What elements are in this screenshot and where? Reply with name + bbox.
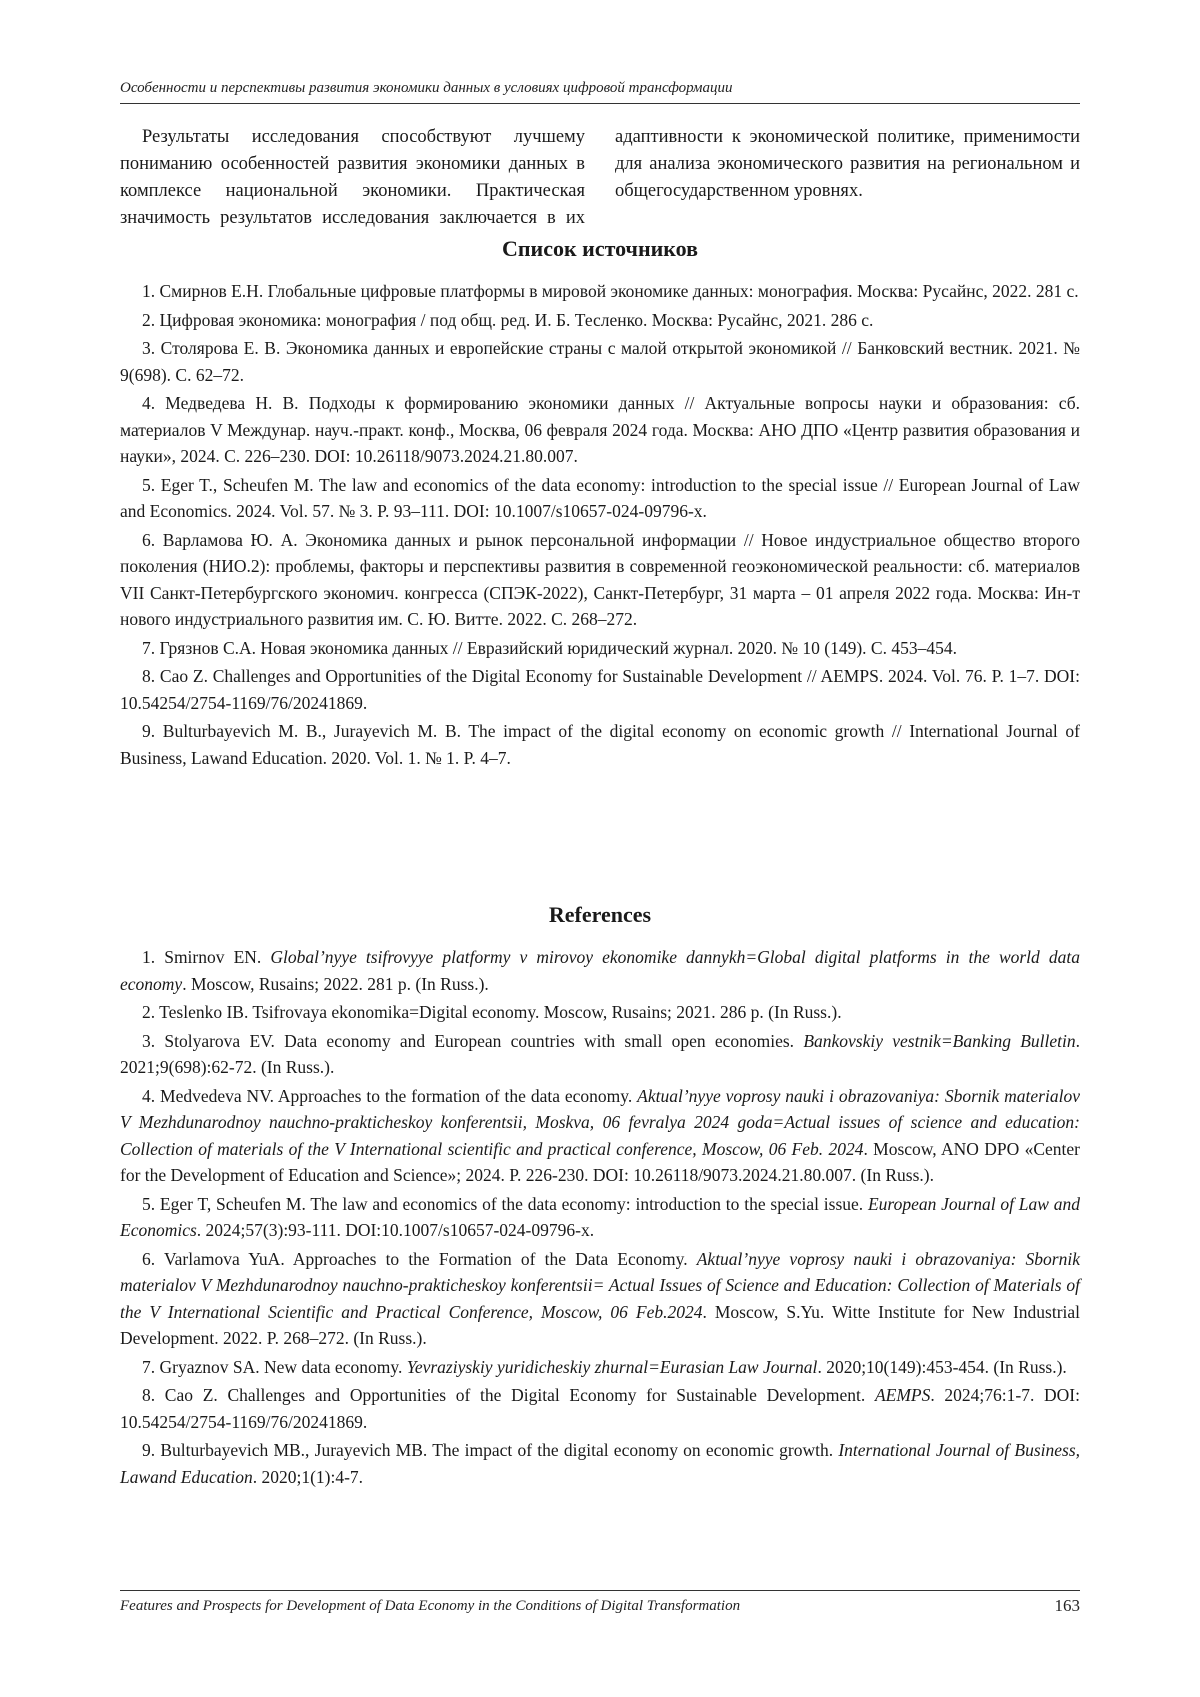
reference-item xyxy=(120,944,1080,997)
source-item: 3. Столярова Е. В. Экономика данных и европейские страны с малой открытой экономикой // Банковский вестник. 2021. № 9(698). С. 62–72. xyxy=(120,338,1080,385)
reference-text: . 2024;57(3):93-111. DOI:10.1007/s10657-024-09796-x. xyxy=(196,1220,595,1240)
reference-item xyxy=(120,1191,1080,1244)
reference-text: 4. Medvedeva NV. Approaches to the formation of the data economy. xyxy=(142,1085,638,1106)
reference-italic: Yevraziyskiy yuridicheskiy zhurnal=Eurasian Law Journal xyxy=(406,1356,818,1377)
reference-item xyxy=(120,1028,1080,1081)
reference-item xyxy=(120,1246,1080,1352)
source-item: 8. Cao Z. Challenges and Opportunities of the Digital Economy for Sustainable Development // AEMPS. 2024. Vol. 76. P. 1–7. DOI: 10.54254/2754-1169/76/20241869. xyxy=(120,666,1080,713)
intro-paragraph: Результаты исследования способствуют лучшему пониманию особенностей развития экономики данных в комплексе национальной экономики. Практическая значимость результатов исследования заключается в их адаптивности к экономической политике, применимости для анализа экономического развития на региональном и общегосударственном уровнях. xyxy=(120,127,1080,228)
sources-title: Список источников xyxy=(501,236,699,261)
references-title: References xyxy=(548,902,652,927)
reference-italic: AEMPS xyxy=(874,1385,931,1405)
running-foot: Features and Prospects for Development of Data Economy in the Conditions of Digital Transformation xyxy=(120,1598,741,1614)
reference-italic: Aktual’nyye voprosy nauki i obrazovaniya: Sbornik materialov V Mezhdunarodnoy nauchno-prakticheskoy konferentsii, Moskva, 06 fevralya 2024 goda=Actual issues of science and education: Collection of materials of the V International scientific and practical conference, Moscow, 06 Feb. 2024 xyxy=(120,1085,1080,1159)
reference-italic: Aktual’nyye voprosy nauki i obrazovaniya: Sbornik materialov V Mezhdunarodnoy nauchno-prakticheskoy konferentsii= Actual Issues of Science and Education: Collection of Materials of the V International Scientific and Practical Conference, Moscow, 06 Feb.2024 xyxy=(120,1248,1081,1322)
reference-text: . 2021;9(698):62-72. (In Russ.). xyxy=(120,1030,1080,1077)
source-item: 4. Медведева Н. В. Подходы к формированию экономики данных // Актуальные вопросы науки и образования: сб. материалов V Междунар. науч.-практ. конф., Москва, 06 февраля 2024 года. Москва: АНО ДПО «Центр развития образования и науки», 2024. С. 226–230. DOI: 10.26118/9073.2024.21.80.007. xyxy=(120,393,1080,466)
reference-text: . Moscow, S.Yu. Witte Institute for New Industrial Development. 2022. P. 268–272. (In Russ.). xyxy=(120,1301,1081,1348)
reference-text: 1. Smirnov EN. xyxy=(142,947,271,967)
reference-text: . 2024;76:1-7. DOI: 10.54254/2754-1169/76/20241869. xyxy=(120,1385,1080,1432)
reference-item xyxy=(120,1382,1080,1435)
reference-item xyxy=(120,1083,1080,1189)
reference-text: 6. Varlamova YuA. Approaches to the Formation of the Data Economy. xyxy=(142,1248,697,1269)
reference-italic: European Journal of Law and Economics xyxy=(120,1193,1081,1240)
page-number: 163 xyxy=(1054,1596,1080,1615)
footer-rule xyxy=(120,1590,1080,1591)
running-head: Особенности и перспективы развития экономики данных в условиях цифровой трансформации xyxy=(120,80,1080,104)
reference-text: 8. Cao Z. Challenges and Opportunities of the Digital Economy for Sustainable Development. xyxy=(142,1385,875,1405)
source-item: 5. Eger T., Scheufen M. The law and economics of the data economy: introduction to the special issue // European Journal of Law and Economics. 2024. Vol. 57. № 3. P. 93–111. DOI: 10.1007/s10657-024-09796-x. xyxy=(120,474,1080,521)
reference-text: . Moscow, ANO DPO «Center for the Development of Education and Science»; 2024. P. 226-230. DOI: 10.26118/9073.2024.21.80.007. (In Russ.). xyxy=(120,1138,1080,1185)
reference-item xyxy=(120,1354,1080,1381)
reference-item xyxy=(120,999,1080,1026)
reference-text: . 2020;10(149):453-454. (In Russ.). xyxy=(817,1356,1067,1377)
reference-text: 9. Bulturbayevich MB., Jurayevich MB. The impact of the digital economy on economic growth. xyxy=(142,1440,839,1460)
sources-list xyxy=(120,278,1080,773)
reference-text: 2. Teslenko IB. Tsifrovaya ekonomika=Digital economy. Moscow, Rusains; 2021. 286 p. (In Russ.). xyxy=(142,1002,842,1022)
reference-item xyxy=(120,1437,1080,1490)
reference-italic: International Journal of Business, Lawand Education xyxy=(120,1440,1081,1487)
reference-text: . 2020;1(1):4-7. xyxy=(252,1466,364,1487)
source-item: 1. Смирнов Е.Н. Глобальные цифровые платформы в мировой экономике данных: монография. Москва: Русайнс, 2022. 281 с. xyxy=(142,281,1079,301)
reference-text: 7. Gryaznov SA. New data economy. xyxy=(142,1356,407,1377)
reference-text: 5. Eger T, Scheufen M. The law and economics of the data economy: introduction to the special issue. xyxy=(142,1193,868,1214)
reference-text: . Moscow, Rusains; 2022. 281 p. (In Russ.). xyxy=(182,973,489,994)
source-item: 7. Грязнов С.А. Новая экономика данных // Евразийский юридический журнал. 2020. № 10 (149). С. 453–454. xyxy=(142,637,957,658)
reference-text: 3. Stolyarova EV. Data economy and European countries with small open economies. xyxy=(142,1030,804,1051)
reference-italic: Global’nyye tsifrovyye platformy v mirovoy ekonomike dannykh=Global digital platforms in the world data economy xyxy=(120,947,1080,994)
reference-italic: Bankovskiy vestnik=Banking Bulletin xyxy=(803,1030,1076,1051)
source-item: 6. Варламова Ю. А. Экономика данных и рынок персональной информации // Новое индустриальное общество второго поколения (НИО.2): проблемы, факторы и перспективы развития в современной геоэкономической реальности: сб. материалов VII Санкт-Петербургского экономич. конгресса (СПЭК-2022), Санкт-Петербург, 31 марта – 01 апреля 2022 года. Москва: Ин-т нового индустриального развития им. С. Ю. Витте. 2022. С. 268–272. xyxy=(120,529,1080,629)
source-item: 9. Bulturbayevich M. B., Jurayevich M. B. The impact of the digital economy on economic growth // International Journal of Business, Lawand Education. 2020. Vol. 1. № 1. P. 4–7. xyxy=(120,721,1080,768)
references-list xyxy=(120,944,1080,1492)
source-item: 2. Цифровая экономика: монография / под общ. ред. И. Б. Тесленко. Москва: Русайнс, 2021. 286 с. xyxy=(142,309,874,330)
